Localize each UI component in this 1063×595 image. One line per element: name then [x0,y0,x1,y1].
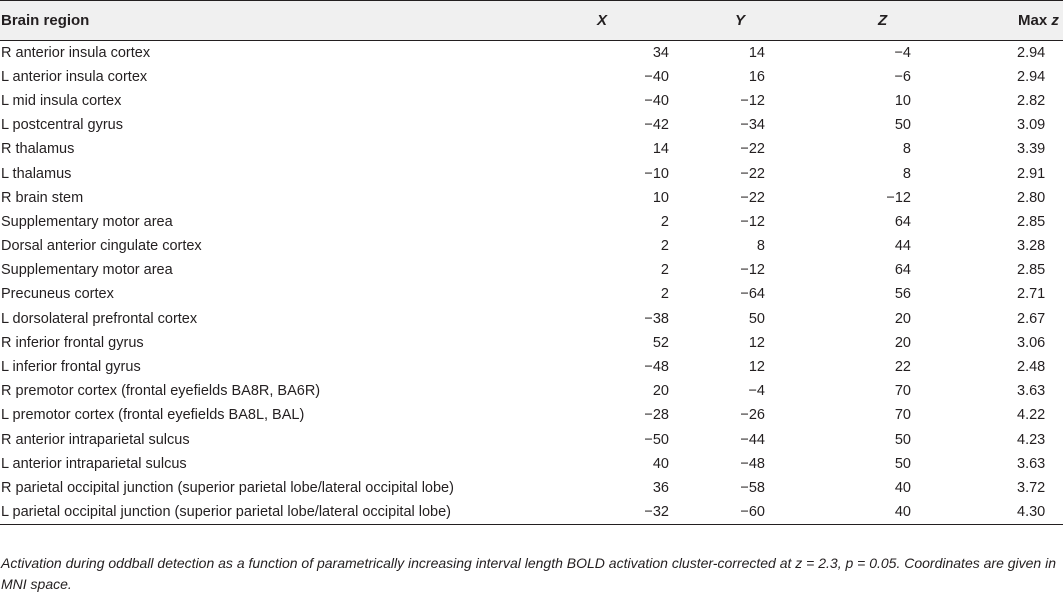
cell-brain-region: Dorsal anterior cingulate cortex [1,238,202,255]
cell-z: −12 [886,189,911,206]
header-z: Z [826,1,969,41]
cell-x: −38 [644,310,669,327]
cell-brain-region: R inferior frontal gyrus [1,334,144,351]
cell-z: 50 [894,455,911,472]
cell-x: 14 [652,141,669,158]
cell-brain-region: L anterior insula cortex [1,68,148,85]
cell-x: 2 [660,213,669,230]
cell-y: −4 [748,383,765,400]
header-row [0,1,1063,41]
cell-y: 12 [748,359,765,376]
cell-x: 10 [652,189,669,206]
cell-max-z: 2.48 [1017,359,1046,376]
cell-max-z: 2.94 [1017,44,1046,61]
cell-y: 50 [748,310,765,327]
cell-y: −26 [740,407,765,424]
cell-brain-region: Supplementary motor area [1,213,173,230]
cell-z: 40 [826,500,969,524]
cell-brain-region: L thalamus [1,165,72,182]
cell-brain-region: R brain stem [1,189,84,206]
cell-x: 52 [652,334,669,351]
cell-z: 40 [894,479,911,496]
cell-x: −42 [644,117,669,134]
cell-brain-region: L dorsolateral prefrontal cortex [1,310,198,327]
cell-z: 56 [894,286,911,303]
header-brain-region: Brain region [0,1,540,41]
cell-max-z: 3.28 [1017,238,1046,255]
header-max-z [969,1,1063,41]
table-row [0,89,1063,113]
cell-z: 64 [894,262,911,279]
cell-z: 22 [894,359,911,376]
cell-max-z: 4.22 [1017,407,1046,424]
table-row [0,476,1063,500]
table-body [0,41,1063,525]
header-max-var: z [1051,12,1059,29]
cell-z: 70 [894,383,911,400]
cell-z: 20 [894,310,911,327]
table-header [0,1,1063,41]
cell-x: 40 [652,455,669,472]
table-row [0,234,1063,258]
cell-brain-region: R anterior intraparietal sulcus [1,431,190,448]
cell-z: 10 [894,92,911,109]
header-y: Y [682,1,826,41]
table-row [0,186,1063,210]
cell-max-z: 3.39 [1017,141,1046,158]
cell-brain-region: R premotor cortex (frontal eyefields BA8R, BA6R) [1,383,321,400]
cell-brain-region: L inferior frontal gyrus [1,359,141,376]
cell-y: −22 [740,165,765,182]
cell-brain-region: L parietal occipital junction (superior parietal lobe/lateral occipital lobe) [0,500,540,524]
cell-y: −12 [740,262,765,279]
table-row [0,452,1063,476]
cell-x: −10 [644,165,669,182]
cell-brain-region: R thalamus [1,141,75,158]
cell-x: 2 [660,238,669,255]
cell-brain-region: R anterior insula cortex [1,44,151,61]
cell-y: 14 [748,44,765,61]
cell-brain-region: Precuneus cortex [1,286,114,303]
cell-brain-region: Supplementary motor area [1,262,173,279]
cell-x: −40 [644,68,669,85]
cell-z: 64 [894,213,911,230]
cell-brain-region: R parietal occipital junction (superior parietal lobe/lateral occipital lobe) [1,479,454,496]
cell-z: 8 [902,141,911,158]
cell-brain-region: L mid insula cortex [1,92,122,109]
cell-z: 20 [894,334,911,351]
cell-z: −6 [894,68,911,85]
cell-x: −48 [644,359,669,376]
cell-max-z: 2.94 [1017,68,1046,85]
table-row [0,161,1063,185]
cell-x: −28 [644,407,669,424]
table-row [0,307,1063,331]
table-row [0,41,1063,65]
cell-brain-region: L postcentral gyrus [1,117,123,134]
cell-x: 36 [652,479,669,496]
cell-max-z: 2.85 [1017,262,1046,279]
cell-max-z: 4.30 [969,500,1063,524]
cell-z: −4 [894,44,911,61]
cell-y: −58 [740,479,765,496]
cell-max-z: 4.23 [1017,431,1046,448]
table-row [0,113,1063,137]
cell-max-z: 2.82 [1017,92,1046,109]
cell-z: 50 [894,117,911,134]
table-row [0,258,1063,282]
table-footnote: Activation during oddball detection as a function of parametrically increasing interval length BOLD activation cluster-corrected at z = 2.3, p = 0.05. Coordinates are given in MNI space. [1,555,1056,592]
cell-y: −64 [740,286,765,303]
cell-z: 8 [902,165,911,182]
cell-y: −60 [682,500,826,524]
cell-x: −32 [540,500,682,524]
cell-z: 44 [894,238,911,255]
cell-y: −22 [740,141,765,158]
table-row [0,403,1063,427]
table-row [0,379,1063,403]
table-row [0,355,1063,379]
table-row [0,428,1063,452]
table-row [0,210,1063,234]
cell-x: 20 [652,383,669,400]
header-max-prefix: Max [1018,12,1052,29]
cell-max-z: 2.91 [1017,165,1046,182]
cell-x: 34 [652,44,669,61]
cell-max-z: 3.72 [1017,479,1046,496]
cell-y: 16 [748,68,765,85]
cell-y: −12 [740,92,765,109]
cell-max-z: 2.80 [1017,189,1046,206]
table-row [0,65,1063,89]
cell-y: 8 [756,238,765,255]
cell-x: 2 [660,262,669,279]
cell-y: −34 [740,117,765,134]
table-row [0,331,1063,355]
cell-max-z: 2.67 [1017,310,1046,327]
cell-y: −48 [740,455,765,472]
cell-max-z: 2.71 [1017,286,1046,303]
header-x: X [540,1,682,41]
cell-z: 70 [894,407,911,424]
cell-brain-region: L premotor cortex (frontal eyefields BA8L, BAL) [1,407,305,424]
cell-y: −12 [740,213,765,230]
cell-x: −40 [644,92,669,109]
cell-x: −50 [644,431,669,448]
cell-brain-region: L anterior intraparietal sulcus [1,455,187,472]
cell-y: −44 [740,431,765,448]
cell-max-z: 3.63 [1017,383,1046,400]
cell-max-z: 2.85 [1017,213,1046,230]
cell-z: 50 [894,431,911,448]
table-row [0,282,1063,306]
cell-y: −22 [740,189,765,206]
table-row [0,137,1063,161]
cell-x: 2 [660,286,669,303]
cell-max-z: 3.06 [1017,334,1046,351]
cell-max-z: 3.63 [1017,455,1046,472]
table-row [0,500,1063,524]
cell-y: 12 [748,334,765,351]
cell-max-z: 3.09 [1017,117,1046,134]
